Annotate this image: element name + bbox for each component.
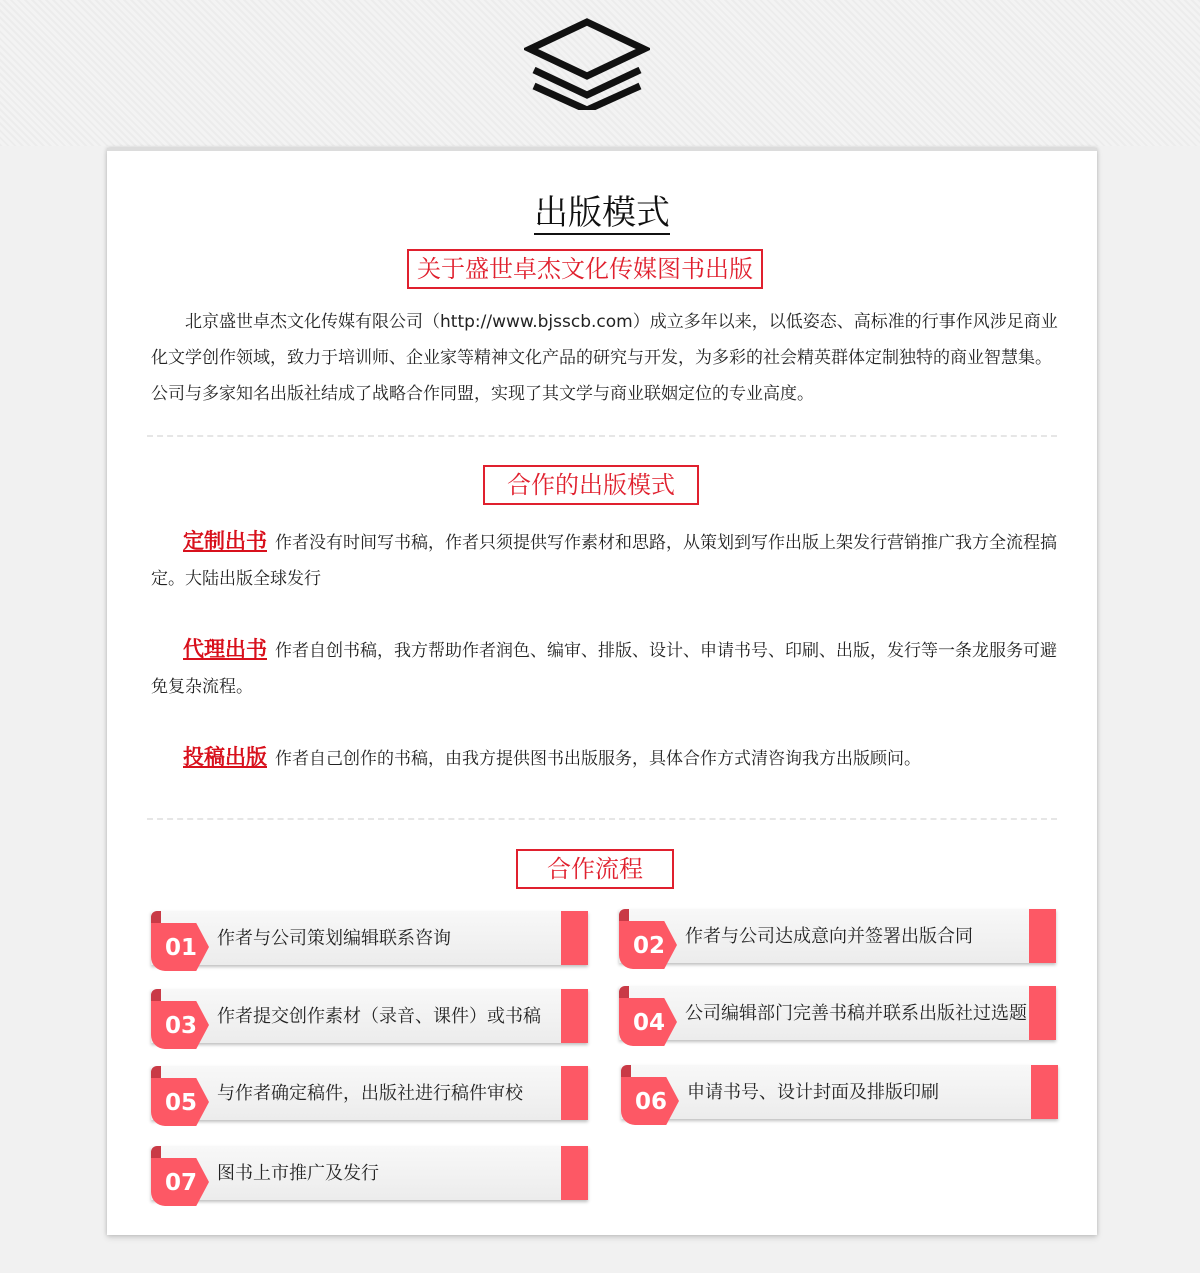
modes-heading: 合作的出版模式 (483, 465, 699, 505)
step-text: 与作者确定稿件，出版社进行稿件审校 (217, 1083, 523, 1104)
process-step (151, 911, 588, 971)
step-number: 04 (633, 1010, 666, 1036)
mode-item-custom (151, 523, 1061, 597)
step-text: 申请书号、设计封面及排版印刷 (687, 1082, 939, 1103)
layers-icon (524, 18, 650, 110)
process-step (619, 909, 1056, 969)
mode-item-submit (151, 739, 1061, 777)
mode-keyword: 定制出书 (183, 529, 267, 553)
mode-text: 作者自己创作的书稿，由我方提供图书出版服务，具体合作方式清咨询我方出版顾问。 (275, 749, 921, 769)
step-text: 作者提交创作素材（录音、课件）或书稿 (217, 1006, 541, 1027)
step-number: 03 (165, 1013, 198, 1039)
process-heading: 合作流程 (516, 849, 674, 889)
mode-text: 作者没有时间写书稿，作者只须提供写作素材和思路，从策划到写作出版上架发行营销推广我方全流程搞定。大陆出版全球发行 (151, 533, 1057, 589)
mode-text: 作者自创书稿，我方帮助作者润色、编审、排版、设计、申请书号、印刷、出版，发行等一条龙服务可避免复杂流程。 (151, 641, 1057, 697)
mode-keyword: 投稿出版 (183, 745, 267, 769)
process-step (151, 1146, 588, 1206)
about-heading: 关于盛世卓杰文化传媒图书出版 (407, 249, 763, 289)
mode-keyword: 代理出书 (183, 637, 267, 661)
step-number: 02 (633, 933, 666, 959)
mode-item-agent (151, 631, 1061, 705)
step-text: 作者与公司策划编辑联系咨询 (217, 928, 451, 949)
process-step (621, 1065, 1058, 1125)
divider (147, 818, 1057, 820)
process-step (151, 1066, 588, 1126)
divider (147, 435, 1057, 437)
process-step (619, 986, 1056, 1046)
step-text: 公司编辑部门完善书稿并联系出版社过选题 (685, 1003, 1027, 1024)
page-title: 出版模式 (534, 193, 670, 233)
step-text: 图书上市推广及发行 (217, 1163, 379, 1184)
process-step (151, 989, 588, 1049)
step-number: 06 (635, 1089, 668, 1115)
about-text: 北京盛世卓杰文化传媒有限公司（http://www.bjsscb.com）成立多年以来，以低姿态、高标准的行事作风涉足商业化文学创作领域，致力于培训师、企业家等精神文化产品的研究与开发，为多彩的社会精英群体定制独特的商业智慧集。公司与多家知名出版社结成了战略合作同盟，实现了其文学与商业联姻定位的专业高度。 (151, 312, 1058, 404)
step-number: 05 (165, 1090, 198, 1116)
content-card (107, 148, 1097, 1235)
step-number: 01 (165, 935, 198, 961)
step-text: 作者与公司达成意向并签署出版合同 (685, 926, 973, 947)
step-number: 07 (165, 1170, 198, 1196)
